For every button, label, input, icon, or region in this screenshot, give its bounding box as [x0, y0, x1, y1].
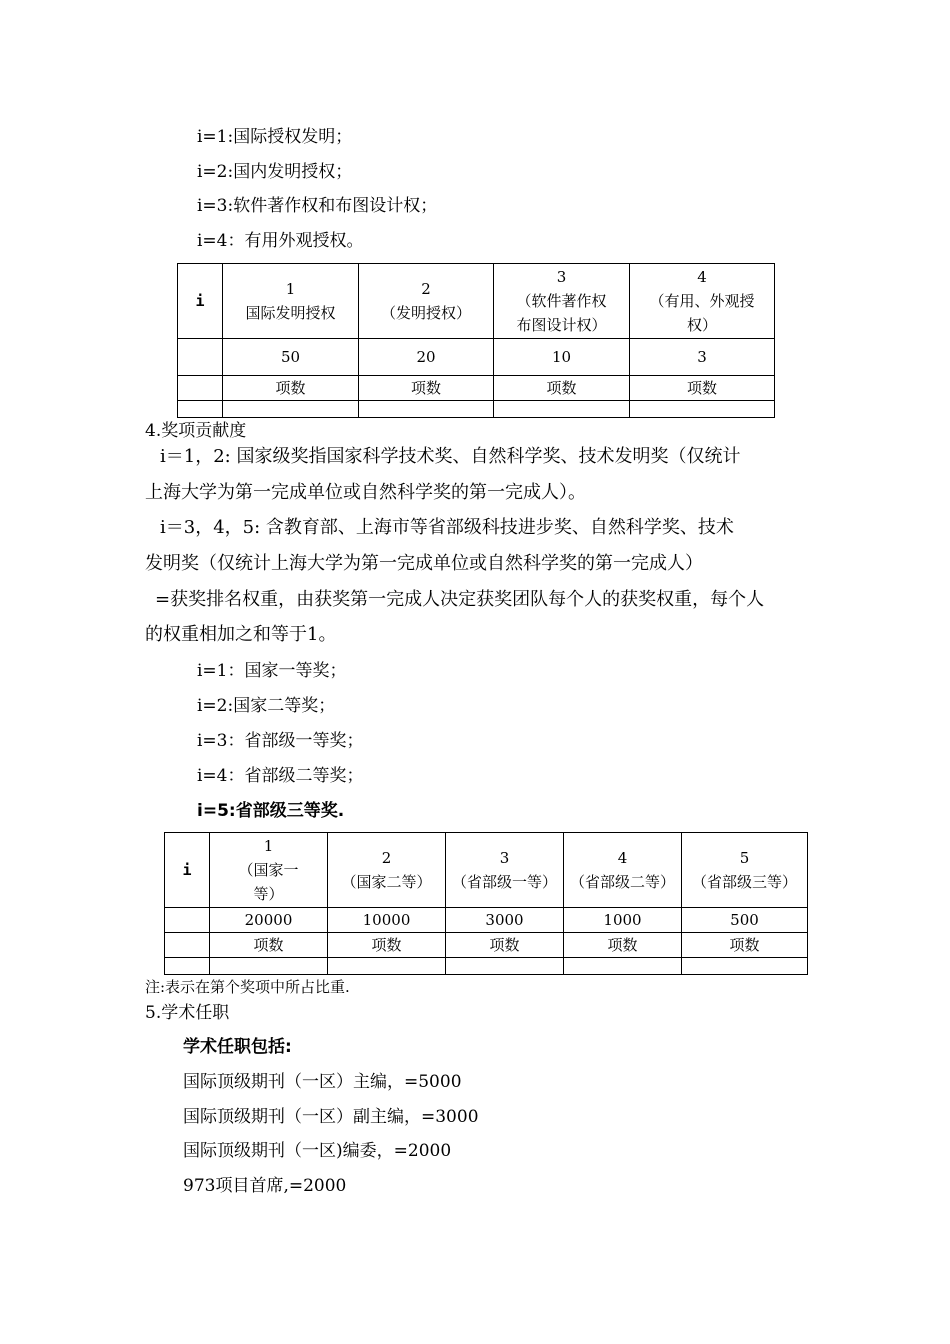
- patent-value-3: 10: [494, 339, 630, 376]
- section-4-paragraph-1b: 上海大学为第一完成单位或自然科学奖的第一完成人）。: [145, 482, 586, 503]
- academic-post-1: 国际顶级期刊（一区）主编，=5000: [183, 1072, 462, 1092]
- award-value-5: 500: [682, 908, 808, 933]
- academic-post-3: 国际顶级期刊（一区)编委，=2000: [183, 1141, 452, 1161]
- award-header-row: [165, 833, 808, 908]
- section-4-paragraph-3a: =获奖排名权重，由获奖第一完成人决定获奖团队每个人的获奖权重，每个人: [155, 589, 765, 610]
- award-empty-row: [165, 958, 808, 975]
- table-note: 注:表示在第个奖项中所占比重.: [145, 978, 350, 996]
- award-value-1: 20000: [210, 908, 328, 933]
- patent-header-row: [178, 264, 775, 339]
- patent-type-1: i=1:国际授权发明；: [197, 127, 353, 147]
- patent-type-3: i=3:软件著作权和布图设计权；: [197, 196, 438, 216]
- table-cell: [446, 958, 564, 975]
- academic-post-2: 国际顶级期刊（一区）副主编，=3000: [183, 1107, 479, 1127]
- award-level-2: i=2:国家二等奖；: [197, 696, 336, 716]
- award-value-3: 3000: [446, 908, 564, 933]
- patent-unit-2: 项数: [359, 376, 494, 401]
- patent-header-3: 3 （软件著作权 布图设计权）: [494, 264, 630, 339]
- table-cell: [682, 958, 808, 975]
- section-4-heading: 4.奖项贡献度: [145, 421, 247, 441]
- table-cell: [630, 401, 775, 418]
- table-cell: [165, 908, 210, 933]
- award-header-2: 2 （国家二等）: [328, 833, 446, 908]
- award-unit-3: 项数: [446, 933, 564, 958]
- patent-type-2: i=2:国内发明授权；: [197, 162, 353, 182]
- patent-unit-1: 项数: [223, 376, 359, 401]
- patent-corner-cell: i: [178, 264, 223, 339]
- award-unit-1: 项数: [210, 933, 328, 958]
- academic-post-4: 973项目首席,=2000: [183, 1176, 347, 1196]
- patent-unit-row: [178, 376, 775, 401]
- award-unit-5: 项数: [682, 933, 808, 958]
- award-value-row: [165, 908, 808, 933]
- section-4-paragraph-1a: i＝1，2: 国家级奖指国家科学技术奖、自然科学奖、技术发明奖（仅统计: [160, 446, 741, 467]
- table-cell: [210, 958, 328, 975]
- patent-empty-row: [178, 401, 775, 418]
- award-level-1: i=1：国家一等奖；: [197, 661, 347, 681]
- table-cell: [165, 933, 210, 958]
- award-unit-2: 项数: [328, 933, 446, 958]
- table-cell: [178, 401, 223, 418]
- table-cell: [359, 401, 494, 418]
- patent-type-4: i=4：有用外观授权。: [197, 231, 364, 251]
- award-level-3: i=3：省部级一等奖；: [197, 731, 364, 751]
- patent-header-2: 2 （发明授权）: [359, 264, 494, 339]
- table-cell: [494, 401, 630, 418]
- award-weight-table: [164, 832, 808, 975]
- patent-header-1: 1 国际发明授权: [223, 264, 359, 339]
- patent-header-4: 4 （有用、外观授 权）: [630, 264, 775, 339]
- award-value-4: 1000: [564, 908, 682, 933]
- section-4-paragraph-2b: 发明奖（仅统计上海大学为第一完成单位或自然科学奖的第一完成人）: [145, 553, 703, 574]
- award-level-5: i=5:省部级三等奖.: [197, 801, 345, 821]
- patent-weight-table: [177, 263, 775, 418]
- table-cell: [564, 958, 682, 975]
- table-cell: [328, 958, 446, 975]
- award-header-5: 5 （省部级三等）: [682, 833, 808, 908]
- patent-value-1: 50: [223, 339, 359, 376]
- section-5-intro: 学术任职包括:: [183, 1037, 292, 1057]
- patent-unit-4: 项数: [630, 376, 775, 401]
- award-level-4: i=4：省部级二等奖；: [197, 766, 364, 786]
- patent-value-2: 20: [359, 339, 494, 376]
- award-header-3: 3 （省部级一等）: [446, 833, 564, 908]
- table-cell: [178, 339, 223, 376]
- award-value-2: 10000: [328, 908, 446, 933]
- patent-value-4: 3: [630, 339, 775, 376]
- table-cell: [165, 958, 210, 975]
- award-corner-cell: i: [165, 833, 210, 908]
- patent-unit-3: 项数: [494, 376, 630, 401]
- section-5-heading: 5.学术任职: [145, 1003, 230, 1023]
- award-header-4: 4 （省部级二等）: [564, 833, 682, 908]
- table-cell: [178, 376, 223, 401]
- table-cell: [223, 401, 359, 418]
- section-4-paragraph-2a: i＝3，4，5: 含教育部、上海市等省部级科技进步奖、自然科学奖、技术: [160, 517, 734, 538]
- award-header-1: 1 （国家一 等）: [210, 833, 328, 908]
- award-unit-4: 项数: [564, 933, 682, 958]
- section-4-paragraph-3b: 的权重相加之和等于1。: [145, 624, 337, 645]
- patent-value-row: [178, 339, 775, 376]
- award-unit-row: [165, 933, 808, 958]
